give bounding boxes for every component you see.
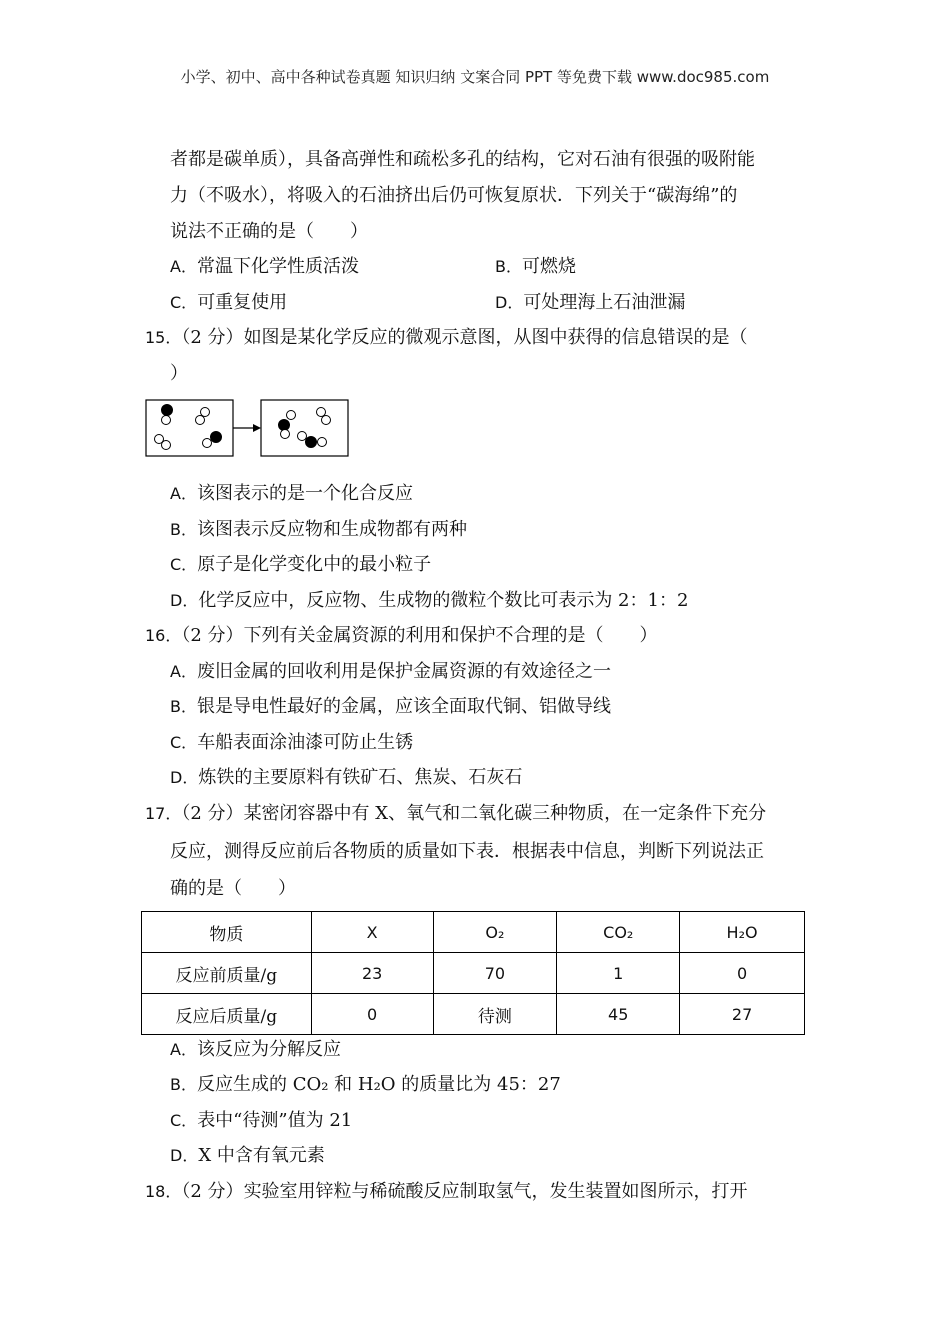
q15-option-b[interactable] bbox=[170, 518, 467, 542]
option-label: C． bbox=[170, 1111, 198, 1130]
q16-option-d[interactable] bbox=[170, 766, 522, 790]
table-cell: 23 bbox=[311, 953, 433, 994]
q15-option-a[interactable] bbox=[170, 482, 413, 506]
option-text: 该图表示反应物和生成物都有两种 bbox=[196, 519, 467, 540]
question-number: 15． bbox=[145, 328, 182, 347]
mass-table bbox=[141, 911, 805, 1035]
option-text: 可重复使用 bbox=[197, 292, 288, 313]
table-row bbox=[142, 953, 805, 994]
table-header-cell: H₂O bbox=[680, 912, 805, 953]
option-label: A． bbox=[170, 484, 197, 503]
option-label: D． bbox=[170, 768, 199, 787]
question-number: 18． bbox=[145, 1182, 182, 1201]
option-text: 反应生成的 CO₂ 和 H₂O 的质量比为 45：27 bbox=[196, 1074, 561, 1095]
question-text: 如图是某化学反应的微观示意图，从图中获得的信息错误的是（ bbox=[243, 327, 748, 348]
table-cell: 45 bbox=[557, 994, 680, 1035]
option-text: 车船表面涂油漆可防止生锈 bbox=[197, 732, 414, 753]
question-score: （2 分） bbox=[181, 1181, 244, 1202]
q14-stem-line-2: 力（不吸水），将吸入的石油挤出后仍可恢复原状．下列关于“碳海绵”的 bbox=[170, 185, 738, 206]
option-text: 表中“待测”值为 21 bbox=[197, 1110, 353, 1131]
option-label: A． bbox=[170, 1040, 197, 1059]
q17-option-c[interactable] bbox=[170, 1109, 352, 1133]
option-text: 可燃烧 bbox=[521, 256, 576, 277]
table-row bbox=[142, 994, 805, 1035]
question-score: （2 分） bbox=[181, 327, 244, 348]
question-text: 下列有关金属资源的利用和保护不合理的是（ ） bbox=[243, 625, 658, 646]
option-label: B． bbox=[495, 257, 522, 276]
option-label: D． bbox=[170, 1146, 199, 1165]
option-text: 常温下化学性质活泼 bbox=[196, 256, 359, 277]
option-text: 化学反应中，反应物、生成物的微粒个数比可表示为 2：1：2 bbox=[198, 590, 689, 611]
question-number: 17． bbox=[145, 804, 182, 823]
question-score: （2 分） bbox=[181, 803, 244, 824]
reaction-arrow-head bbox=[253, 424, 261, 432]
q16-option-c[interactable] bbox=[170, 731, 413, 755]
table-cell: 27 bbox=[680, 994, 805, 1035]
option-label: A． bbox=[170, 257, 197, 276]
option-label: B． bbox=[170, 1075, 197, 1094]
q17-stem bbox=[145, 802, 766, 826]
q16-stem bbox=[145, 624, 658, 648]
option-text: 该图表示的是一个化合反应 bbox=[196, 483, 413, 504]
q14-option-b[interactable] bbox=[495, 255, 576, 279]
table-cell: 70 bbox=[433, 953, 557, 994]
option-text: 该反应为分解反应 bbox=[196, 1039, 341, 1060]
page-header: 小学、初中、高中各种试卷真题 知识归纳 文案合同 PPT 等免费下载 www.doc985.com bbox=[180, 68, 770, 86]
table-cell: 1 bbox=[557, 953, 680, 994]
option-label: D． bbox=[495, 293, 524, 312]
q15-option-d[interactable] bbox=[170, 589, 688, 613]
q14-option-a[interactable] bbox=[170, 255, 359, 279]
option-label: C． bbox=[170, 733, 198, 752]
option-text: 原子是化学变化中的最小粒子 bbox=[197, 554, 432, 575]
option-text: 炼铁的主要原料有铁矿石、焦炭、石灰石 bbox=[198, 767, 523, 788]
table-header-cell: X bbox=[311, 912, 433, 953]
reaction-micro-diagram bbox=[145, 399, 350, 459]
q16-option-a[interactable] bbox=[170, 660, 611, 684]
q14-option-d[interactable] bbox=[495, 291, 685, 315]
table-cell: 0 bbox=[680, 953, 805, 994]
q18-stem bbox=[145, 1180, 748, 1204]
table-header-cell: O₂ bbox=[433, 912, 557, 953]
option-text: 银是导电性最好的金属，应该全面取代铜、铝做导线 bbox=[196, 696, 611, 717]
table-cell: 待测 bbox=[433, 994, 557, 1035]
product-box bbox=[261, 400, 348, 456]
table-cell: 反应后质量/g bbox=[142, 994, 312, 1035]
option-text: 废旧金属的回收利用是保护金属资源的有效途径之一 bbox=[196, 661, 611, 682]
option-label: B． bbox=[170, 520, 197, 539]
q15-stem bbox=[145, 326, 748, 350]
q15-stem-line-2: ） bbox=[170, 363, 188, 384]
option-text: X 中含有氧元素 bbox=[198, 1145, 325, 1166]
table-header-cell: CO₂ bbox=[557, 912, 680, 953]
question-score: （2 分） bbox=[181, 625, 244, 646]
question-text: 某密闭容器中有 X、氧气和二氧化碳三种物质，在一定条件下充分 bbox=[243, 803, 767, 824]
q16-option-b[interactable] bbox=[170, 695, 611, 719]
table-cell: 反应前质量/g bbox=[142, 953, 312, 994]
q17-stem-line-2: 反应，测得反应前后各物质的质量如下表．根据表中信息，判断下列说法正 bbox=[170, 841, 764, 862]
question-number: 16． bbox=[145, 626, 182, 645]
table-cell: 0 bbox=[311, 994, 433, 1035]
option-text: 可处理海上石油泄漏 bbox=[523, 292, 686, 313]
table-header-cell: 物质 bbox=[142, 912, 312, 953]
q17-stem-line-3: 确的是（ ） bbox=[170, 878, 296, 899]
q14-option-c[interactable] bbox=[170, 291, 287, 315]
q14-stem-line-3: 说法不正确的是（ ） bbox=[170, 221, 368, 242]
option-label: A． bbox=[170, 662, 197, 681]
q17-option-b[interactable] bbox=[170, 1073, 561, 1097]
q15-option-c[interactable] bbox=[170, 553, 431, 577]
q17-option-a[interactable] bbox=[170, 1038, 341, 1062]
option-label: C． bbox=[170, 555, 198, 574]
option-label: B． bbox=[170, 697, 197, 716]
reactant-box bbox=[146, 400, 233, 456]
option-label: D． bbox=[170, 591, 199, 610]
option-label: C． bbox=[170, 293, 198, 312]
table-header-row bbox=[142, 912, 805, 953]
q17-option-d[interactable] bbox=[170, 1144, 325, 1168]
q14-stem-line-1: 者都是碳单质），具备高弹性和疏松多孔的结构，它对石油有很强的吸附能 bbox=[170, 149, 755, 170]
question-text: 实验室用锌粒与稀硫酸反应制取氢气，发生装置如图所示，打开 bbox=[243, 1181, 748, 1202]
